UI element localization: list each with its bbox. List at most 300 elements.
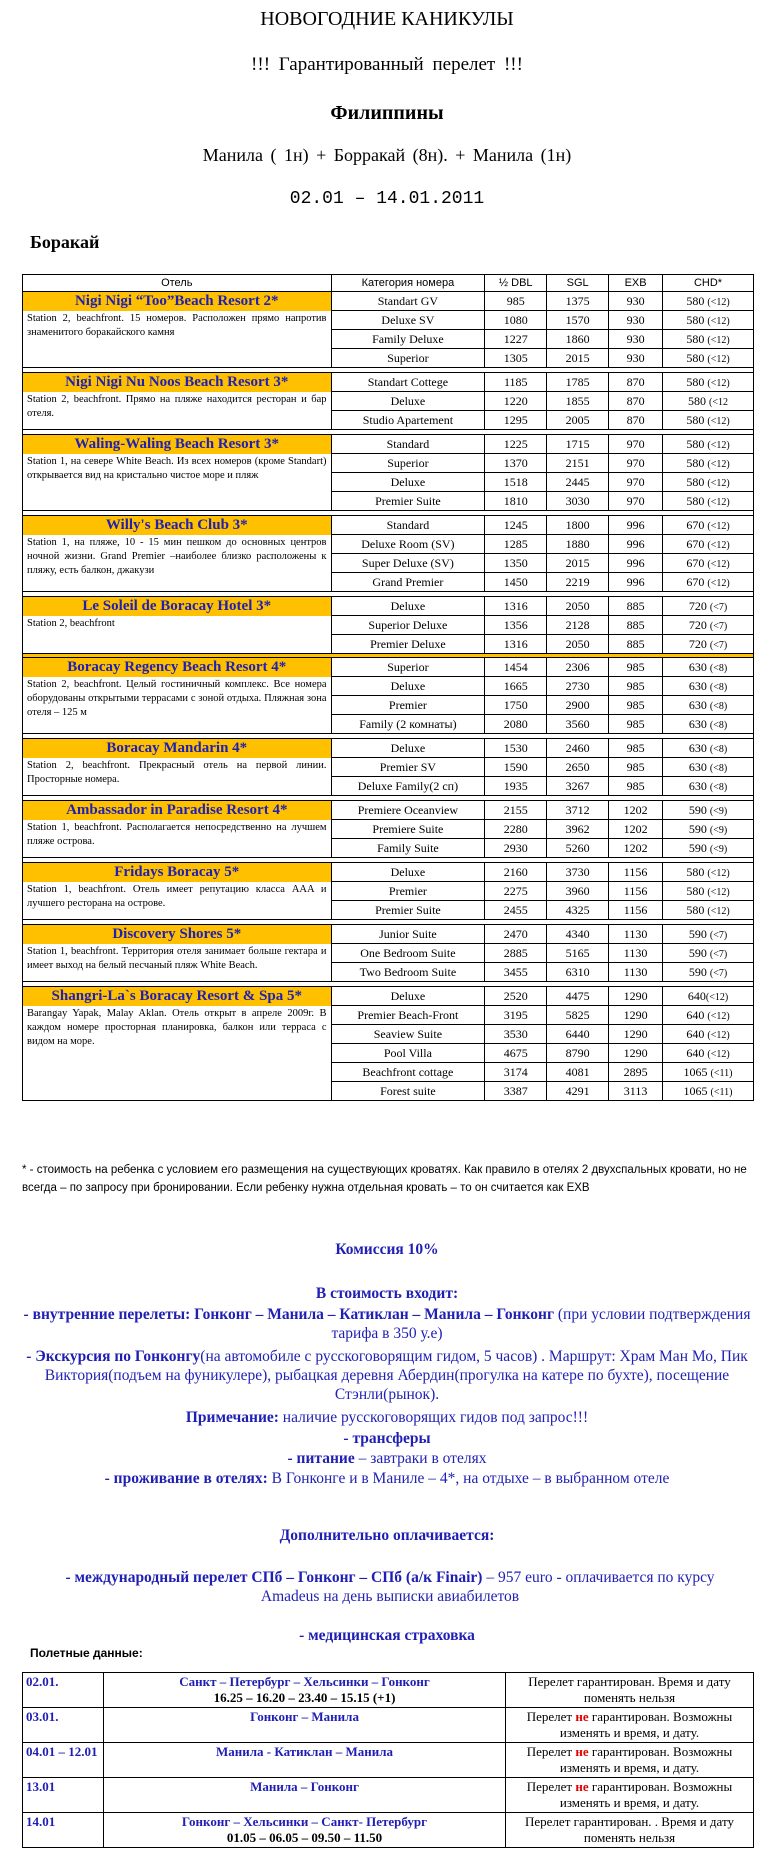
flight-route [104,1673,506,1708]
chd-value: 580 [686,331,708,346]
hotel-description: Station 1, на севере White Beach. Из всех номеров (кроме Standart) открывается вид на кристально чистое море и пляж [27,456,327,481]
price-sgl: 2219 [547,573,609,592]
price-dbl: 1245 [485,516,547,535]
chd-value: 580 [688,393,710,408]
price-chd [663,901,754,920]
room-category: Forest suite [331,1082,485,1101]
chd-age: (<12) [707,315,730,327]
chd-age: (<12) [707,886,730,898]
room-category: Standard [331,435,485,454]
included-item-text: В Гонконге и в Маниле – 4*, на отдыхе – в выбранном отеле [267,1470,670,1487]
price-dbl: 3455 [485,963,547,982]
hotel-info [23,373,332,430]
price-sgl: 3560 [547,715,609,734]
price-dbl: 1227 [485,330,547,349]
flight-date: 14.01 [23,1813,104,1848]
flight-status-text: Перелет гарантирован. Время и дату поменять нельзя [528,1674,731,1705]
price-exb: 970 [609,473,663,492]
price-exb: 2895 [609,1063,663,1082]
price-chd [663,454,754,473]
room-category: Super Deluxe (SV) [331,554,485,573]
chd-age: (<12) [705,991,729,1003]
chd-age: (<8) [709,662,728,674]
chd-age: (<12 [709,396,729,408]
included-item-text: – завтраки в отелях [354,1450,487,1467]
chd-value: 580 [686,350,708,365]
chd-value: 580 [686,455,708,470]
chd-age: (<8) [709,743,728,755]
flight-route [104,1708,506,1743]
chd-age: (<7) [709,639,728,651]
flight-route [104,1778,506,1813]
price-sgl: 4325 [547,901,609,920]
price-exb: 1156 [609,863,663,882]
flight-route [104,1813,506,1848]
price-exb: 930 [609,292,663,311]
room-category: Premiere Suite [331,820,485,839]
hotel-name: Shangri-La`s Boracay Resort & Spa 5* [23,987,331,1006]
footnote: * - стоимость на ребенка с условием его размещения на существующих кроватях. Как правило в отелях 2 двухспальных кровати, но не всегда – по запросу при бронировании. Если ребенку нужна отдельная кровать – то он считается как EXB [22,1164,747,1194]
included-note-text: наличие русскоговорящих гидов под запрос!!! [278,1409,589,1426]
chd-value: 1065 [683,1064,711,1079]
chd-value: 580 [686,902,708,917]
chd-age: (<12) [707,1010,730,1022]
price-dbl: 1285 [485,535,547,554]
price-chd [663,839,754,858]
price-chd [663,573,754,592]
price-dbl: 3387 [485,1082,547,1101]
hotel-name: Le Soleil de Boracay Hotel 3* [23,597,331,616]
price-exb: 996 [609,573,663,592]
room-category: Premier Deluxe [331,635,485,654]
chd-age: (<7) [709,620,728,632]
chd-age: (<11) [710,1067,733,1079]
chd-age: (<12) [707,496,730,508]
price-dbl: 1750 [485,696,547,715]
room-category: Family (2 комнаты) [331,715,485,734]
room-category: Deluxe [331,392,485,411]
price-exb: 985 [609,758,663,777]
room-category: Studio Apartement [331,411,485,430]
price-dbl: 2930 [485,839,547,858]
room-category: Deluxe [331,677,485,696]
price-chd [663,658,754,677]
price-exb: 885 [609,597,663,616]
chd-age: (<8) [709,719,728,731]
table-header-row [23,275,754,292]
table-row [23,292,754,311]
price-chd [663,1025,754,1044]
col-header: ½ DBL [485,275,547,292]
price-exb: 1290 [609,1044,663,1063]
room-category: Premiere Oceanview [331,801,485,820]
price-sgl: 2015 [547,554,609,573]
room-category: Premier Suite [331,492,485,511]
flight-route-text: Манила - Катиклан – Манила [216,1744,393,1759]
price-chd [663,535,754,554]
price-sgl: 2306 [547,658,609,677]
table-row [23,925,754,944]
price-dbl: 1665 [485,677,547,696]
price-dbl: 1530 [485,739,547,758]
table-row [23,801,754,820]
page-title: НОВОГОДНИЕ КАНИКУЛЫ [260,8,514,30]
chd-age: (<7) [709,929,728,941]
hotel-description: Station 1, beachfront. Отель имеет репутацию класса AAA и лучшего ресторана на острове. [27,884,327,909]
price-exb: 985 [609,739,663,758]
included-title: В стоимость входит: [315,1285,459,1302]
price-exb: 930 [609,349,663,368]
flight-route-text: Гонконг – Хельсинки – Санкт- Петербург [181,1814,428,1829]
chd-age: (<12) [707,296,730,308]
table-row [23,516,754,535]
room-category: Beachfront cottage [331,1063,485,1082]
col-header: SGL [547,275,609,292]
hotel-name: Discovery Shores 5* [23,925,331,944]
price-chd [663,616,754,635]
hotel-info [23,987,332,1101]
chd-age: (<12) [707,867,730,879]
price-dbl: 3530 [485,1025,547,1044]
flight-status-text: гарантирован. Возможны изменять и время, и дату. [559,1779,733,1810]
chd-value: 630 [688,778,710,793]
hotel-description: Barangay Yapak, Malay Aklan. Отель открыт в апреле 2009г. В каждом номере просторная планировка, балкон или терраса с видом на море. [27,1008,327,1047]
flight-times: 16.25 – 16.20 – 23.40 – 15.15 (+1) [213,1690,396,1705]
chd-value: 640 [686,1007,708,1022]
price-chd [663,435,754,454]
price-dbl: 1220 [485,392,547,411]
room-category: Standard [331,516,485,535]
chd-age: (<12) [707,415,730,427]
price-chd [663,554,754,573]
flight-status-text: гарантирован. Возможны изменять и время, и дату. [559,1744,733,1775]
room-category: Deluxe [331,739,485,758]
price-chd [663,411,754,430]
chd-age: (<9) [709,824,728,836]
price-dbl: 2280 [485,820,547,839]
price-exb: 1202 [609,820,663,839]
flight-row [23,1743,754,1778]
hotel-name: Fridays Boracay 5* [23,863,331,882]
price-dbl: 1350 [485,554,547,573]
flights-title: Полетные данные: [30,1646,143,1660]
price-chd [663,392,754,411]
price-exb: 996 [609,554,663,573]
hotel-info [23,863,332,920]
price-dbl: 1295 [485,411,547,430]
commission: Комиссия 10% [335,1241,439,1258]
price-chd [663,473,754,492]
flight-status-text: Перелет гарантирован. . Время и дату поменять нельзя [525,1814,734,1845]
flight-status-text: Перелет [526,1744,576,1759]
price-chd [663,739,754,758]
chd-age: (<12) [707,439,730,451]
room-category: Premier Beach-Front [331,1006,485,1025]
chd-value: 720 [688,636,710,651]
flight-date: 04.01 – 12.01 [23,1743,104,1778]
chd-value: 630 [688,716,710,731]
flight-status-negation: не [575,1709,589,1724]
price-chd [663,311,754,330]
price-chd [663,925,754,944]
flight-row [23,1673,754,1708]
price-exb: 985 [609,677,663,696]
price-sgl: 2650 [547,758,609,777]
hotel-description: Station 2, beachfront. Прямо на пляже находится ресторан и бар отеля. [27,394,327,419]
table-row [23,373,754,392]
price-exb: 985 [609,696,663,715]
price-sgl: 5260 [547,839,609,858]
price-sgl: 2050 [547,635,609,654]
room-category: Deluxe SV [331,311,485,330]
chd-age: (<8) [709,762,728,774]
price-dbl: 1316 [485,635,547,654]
price-exb: 870 [609,392,663,411]
room-category: Junior Suite [331,925,485,944]
price-dbl: 3174 [485,1063,547,1082]
col-header: EXB [609,275,663,292]
extra-title: Дополнительно оплачивается: [279,1527,495,1544]
price-exb: 1156 [609,901,663,920]
price-dbl: 2885 [485,944,547,963]
room-category: Superior [331,454,485,473]
price-chd [663,963,754,982]
room-category: Premier SV [331,758,485,777]
price-exb: 1130 [609,925,663,944]
hotel-name: Boracay Mandarin 4* [23,739,331,758]
price-exb: 1290 [609,1006,663,1025]
price-sgl: 3030 [547,492,609,511]
hotel-description: Station 2, beachfront. Целый гостиничный комплекс. Все номера оборудованы открытыми террасами с зоной отдыха. Пляжная зона отеля – 125 м [27,679,327,718]
price-dbl: 1370 [485,454,547,473]
table-row [23,658,754,677]
price-chd [663,1063,754,1082]
price-exb: 1130 [609,963,663,982]
price-chd [663,1006,754,1025]
included-item-label: - питание [287,1450,355,1467]
flights-table [22,1672,754,1848]
price-chd [663,330,754,349]
price-chd [663,715,754,734]
price-sgl: 1800 [547,516,609,535]
hotel-info [23,801,332,858]
chd-age: (<12) [707,539,730,551]
room-category: Superior [331,658,485,677]
price-chd [663,820,754,839]
price-chd [663,1044,754,1063]
chd-age: (<12) [707,1048,730,1060]
chd-value: 720 [688,598,710,613]
price-exb: 1156 [609,882,663,901]
chd-age: (<12) [707,334,730,346]
hotel-description: Station 1, beachfront. Располагается непосредственно на лучшем пляже острова. [27,822,327,847]
hotel-info [23,658,332,734]
price-dbl: 1454 [485,658,547,677]
flight-status-text: Перелет [526,1779,576,1794]
price-dbl: 1450 [485,573,547,592]
price-exb: 970 [609,454,663,473]
price-sgl: 1855 [547,392,609,411]
included-item: - трансферы [343,1430,431,1447]
room-category: Pool Villa [331,1044,485,1063]
price-exb: 1130 [609,944,663,963]
chd-age: (<12) [707,577,730,589]
price-chd [663,373,754,392]
chd-value: 630 [688,697,710,712]
price-sgl: 2050 [547,597,609,616]
table-row [23,987,754,1006]
chd-value: 1065 [683,1083,711,1098]
price-dbl: 1810 [485,492,547,511]
flight-row [23,1813,754,1848]
extra-item: - медицинская страховка [299,1627,475,1644]
price-dbl: 2155 [485,801,547,820]
flight-status-text: Перелет [526,1709,576,1724]
hotel-description: Station 2, beachfront. 15 номеров. Расположен прямо напротив знаменитого боракайского камня [27,313,327,338]
flight-status-negation: не [575,1744,589,1759]
price-chd [663,944,754,963]
chd-age: (<12) [707,353,730,365]
price-sgl: 3267 [547,777,609,796]
chd-age: (<12) [707,520,730,532]
room-category: Family Suite [331,839,485,858]
chd-age: (<7) [709,948,728,960]
price-exb: 930 [609,311,663,330]
hotel-info [23,292,332,368]
price-sgl: 2460 [547,739,609,758]
price-chd [663,492,754,511]
flight-row [23,1708,754,1743]
room-category: Deluxe [331,597,485,616]
price-chd [663,987,754,1006]
chd-value: 630 [688,659,710,674]
flight-date: 13.01 [23,1778,104,1813]
price-sgl: 4291 [547,1082,609,1101]
price-sgl: 2730 [547,677,609,696]
price-chd [663,801,754,820]
included-item-text: (при условии подтверждения тарифа в 350 у.е) [331,1306,751,1342]
price-sgl: 2128 [547,616,609,635]
included-item [20,1469,754,1488]
chd-age: (<8) [709,781,728,793]
price-sgl: 2900 [547,696,609,715]
hotel-name: Nigi Nigi Nu Noos Beach Resort 3* [23,373,331,392]
hotel-info [23,435,332,511]
price-dbl: 2275 [485,882,547,901]
price-exb: 885 [609,616,663,635]
price-chd [663,696,754,715]
price-chd [663,349,754,368]
price-sgl: 3730 [547,863,609,882]
price-exb: 1290 [609,987,663,1006]
chd-value: 590 [688,840,710,855]
chd-age: (<12) [707,1029,730,1041]
room-category: Deluxe Family(2 сп) [331,777,485,796]
price-exb: 985 [609,777,663,796]
price-dbl: 1225 [485,435,547,454]
included-note [20,1408,754,1427]
chd-age: (<12) [707,477,730,489]
price-exb: 1290 [609,1025,663,1044]
room-category: Deluxe [331,987,485,1006]
room-category: One Bedroom Suite [331,944,485,963]
chd-value: 580 [686,436,708,451]
chd-value: 580 [686,412,708,427]
chd-value: 670 [686,517,708,532]
price-exb: 1202 [609,801,663,820]
price-sgl: 2005 [547,411,609,430]
price-sgl: 2015 [547,349,609,368]
chd-age: (<8) [709,700,728,712]
price-sgl: 1860 [547,330,609,349]
price-sgl: 6440 [547,1025,609,1044]
flight-route-text: Гонконг – Манила [250,1709,359,1724]
chd-value: 590 [688,802,710,817]
chd-value: 580 [686,883,708,898]
price-sgl: 1880 [547,535,609,554]
room-category: Premier [331,882,485,901]
chd-age: (<11) [710,1086,733,1098]
price-chd [663,882,754,901]
flight-status [506,1743,754,1778]
chd-age: (<12) [707,558,730,570]
price-sgl: 6310 [547,963,609,982]
room-category: Standart GV [331,292,485,311]
chd-age: (<8) [709,681,728,693]
hotel-description: Station 1, beachfront. Территория отеля занимает больше гектара и имеет выход на белый песчаный пляж White Beach. [27,946,327,971]
chd-age: (<12) [707,377,730,389]
chd-value: 580 [686,864,708,879]
chd-age: (<7) [709,967,728,979]
price-exb: 870 [609,411,663,430]
col-header: Категория номера [331,275,485,292]
price-sgl: 1570 [547,311,609,330]
chd-value: 590 [688,964,710,979]
price-exb: 996 [609,516,663,535]
chd-value: 580 [686,493,708,508]
hotel-name: Boracay Regency Beach Resort 4* [23,658,331,677]
chd-value: 630 [688,740,710,755]
price-sgl: 5165 [547,944,609,963]
section-title: Боракай [30,232,100,252]
hotel-name: Nigi Nigi “Too”Beach Resort 2* [23,292,331,311]
room-category: Premier [331,696,485,715]
price-exb: 996 [609,535,663,554]
table-row [23,435,754,454]
price-sgl: 1785 [547,373,609,392]
room-category: Deluxe [331,863,485,882]
chd-value: 630 [688,678,710,693]
col-header: Отель [23,275,332,292]
included-item-label: - внутренние перелеты: Гонконг – Манила – Катиклан – Манила – Гонконг [23,1306,554,1323]
price-sgl: 5825 [547,1006,609,1025]
price-dbl: 1590 [485,758,547,777]
chd-value: 580 [686,374,708,389]
flight-status [506,1673,754,1708]
hotel-info [23,516,332,592]
flight-times: 01.05 – 06.05 – 09.50 – 11.50 [226,1830,383,1845]
flight-date: 02.01. [23,1673,104,1708]
price-chd [663,292,754,311]
subtitle: !!! Гарантированный перелет !!! [251,54,523,75]
price-exb: 1202 [609,839,663,858]
room-category: Standart Cottege [331,373,485,392]
price-sgl: 3960 [547,882,609,901]
chd-value: 590 [688,926,710,941]
flight-route-text: Манила – Гонконг [250,1779,359,1794]
price-exb: 985 [609,658,663,677]
room-category: Two Bedroom Suite [331,963,485,982]
